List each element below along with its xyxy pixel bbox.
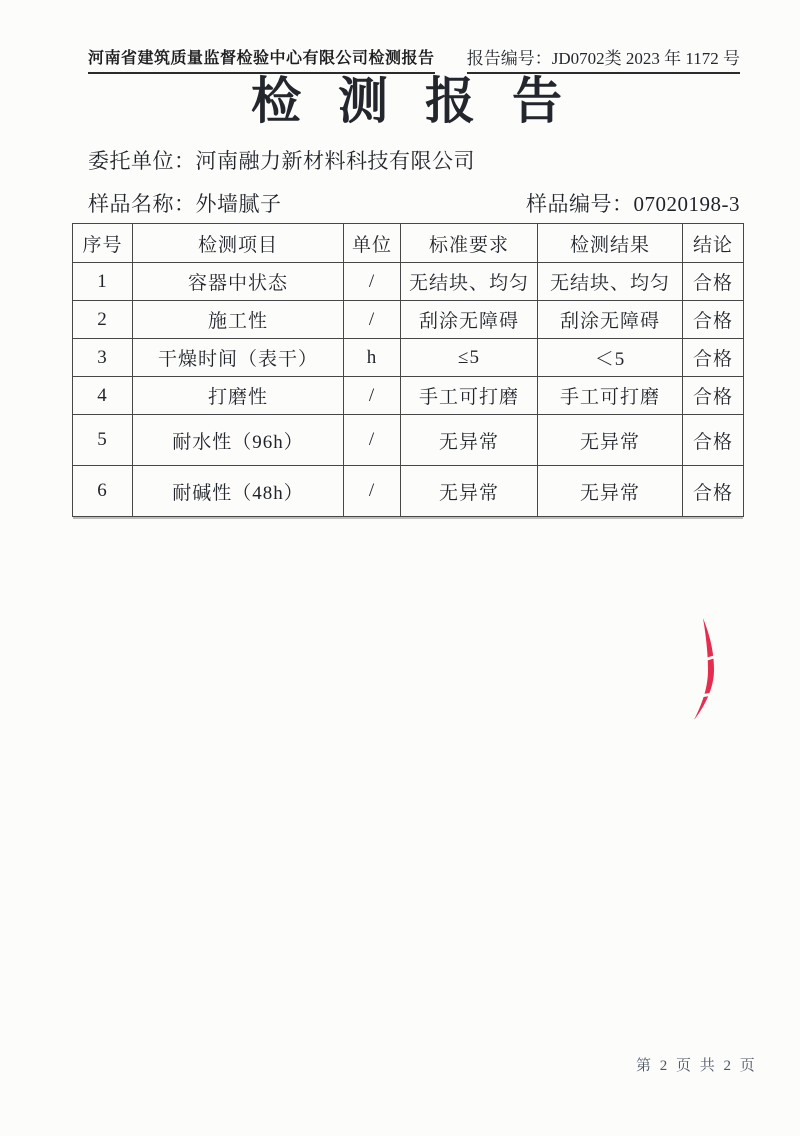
cell-index: 4 [73, 377, 133, 415]
cell-item: 容器中状态 [133, 263, 344, 301]
sample-name-label: 样品名称： [88, 192, 196, 216]
sample-name [88, 188, 282, 218]
col-header-conclusion: 结论 [683, 224, 744, 263]
cell-unit: h [344, 339, 401, 377]
client-row [88, 145, 475, 175]
cell-standard: 手工可打磨 [401, 377, 538, 415]
results-table [72, 223, 744, 517]
red-seal-edge-mark [687, 616, 721, 722]
red-seal-arc-path [694, 618, 714, 720]
col-header-index: 序号 [73, 224, 133, 263]
col-header-unit: 单位 [344, 224, 401, 263]
cell-standard: 刮涂无障碍 [401, 301, 538, 339]
cell-item: 打磨性 [133, 377, 344, 415]
sample-name-value: 外墙腻子 [195, 192, 282, 216]
cell-unit: / [344, 263, 401, 301]
cell-result: 无异常 [538, 415, 683, 466]
client-value: 河南融力新材料科技有限公司 [195, 149, 475, 173]
report-number [467, 44, 740, 74]
cell-result: 无结块、均匀 [538, 263, 683, 301]
footer-page-indicator: 第 2 页 共 2 页 [636, 1058, 758, 1074]
client-label: 委托单位： [88, 149, 196, 173]
cell-standard: ≤5 [401, 339, 538, 377]
cell-unit: / [344, 377, 401, 415]
cell-conclusion: 合格 [683, 301, 744, 339]
page-title: 检测报告 [251, 73, 599, 129]
sample-number-label: 样品编号： [526, 192, 634, 216]
table-row [73, 339, 744, 377]
document-header [88, 44, 740, 74]
col-header-standard: 标准要求 [401, 224, 538, 263]
sample-number-value: 07020198-3 [633, 192, 740, 216]
seal-gap-line [700, 694, 713, 696]
cell-result: ＜5 [538, 339, 683, 377]
seal-gap-line [704, 656, 717, 660]
cell-item: 干燥时间（表干） [133, 339, 344, 377]
table-header-row [73, 224, 744, 263]
cell-conclusion: 合格 [683, 339, 744, 377]
table-row [73, 301, 744, 339]
cell-result: 手工可打磨 [538, 377, 683, 415]
cell-standard: 无结块、均匀 [401, 263, 538, 301]
cell-conclusion: 合格 [683, 415, 744, 466]
table-row [73, 263, 744, 301]
cell-item: 耐水性（96h） [133, 415, 344, 466]
cell-result: 刮涂无障碍 [538, 301, 683, 339]
report-number-value: JD0702类 2023 年 1172 号 [551, 49, 740, 68]
cell-standard: 无异常 [401, 415, 538, 466]
cell-item: 耐碱性（48h） [133, 466, 344, 517]
org-title: 河南省建筑质量监督检验中心有限公司检测报告 [88, 45, 435, 74]
report-number-label: 报告编号： [466, 49, 552, 68]
cell-item: 施工性 [133, 301, 344, 339]
sample-row [88, 188, 740, 218]
cell-index: 5 [73, 415, 133, 466]
cell-conclusion: 合格 [683, 263, 744, 301]
cell-index: 2 [73, 301, 133, 339]
cell-conclusion: 合格 [683, 377, 744, 415]
table-row [73, 377, 744, 415]
cell-index: 3 [73, 339, 133, 377]
cell-result: 无异常 [538, 466, 683, 517]
sample-number [526, 188, 740, 218]
table-row [73, 466, 744, 517]
col-header-item: 检测项目 [133, 224, 344, 263]
cell-conclusion: 合格 [683, 466, 744, 517]
cell-unit: / [344, 415, 401, 466]
cell-unit: / [344, 301, 401, 339]
col-header-result: 检测结果 [538, 224, 683, 263]
table-row [73, 415, 744, 466]
cell-index: 1 [73, 263, 133, 301]
cell-index: 6 [73, 466, 133, 517]
cell-unit: / [344, 466, 401, 517]
cell-standard: 无异常 [401, 466, 538, 517]
